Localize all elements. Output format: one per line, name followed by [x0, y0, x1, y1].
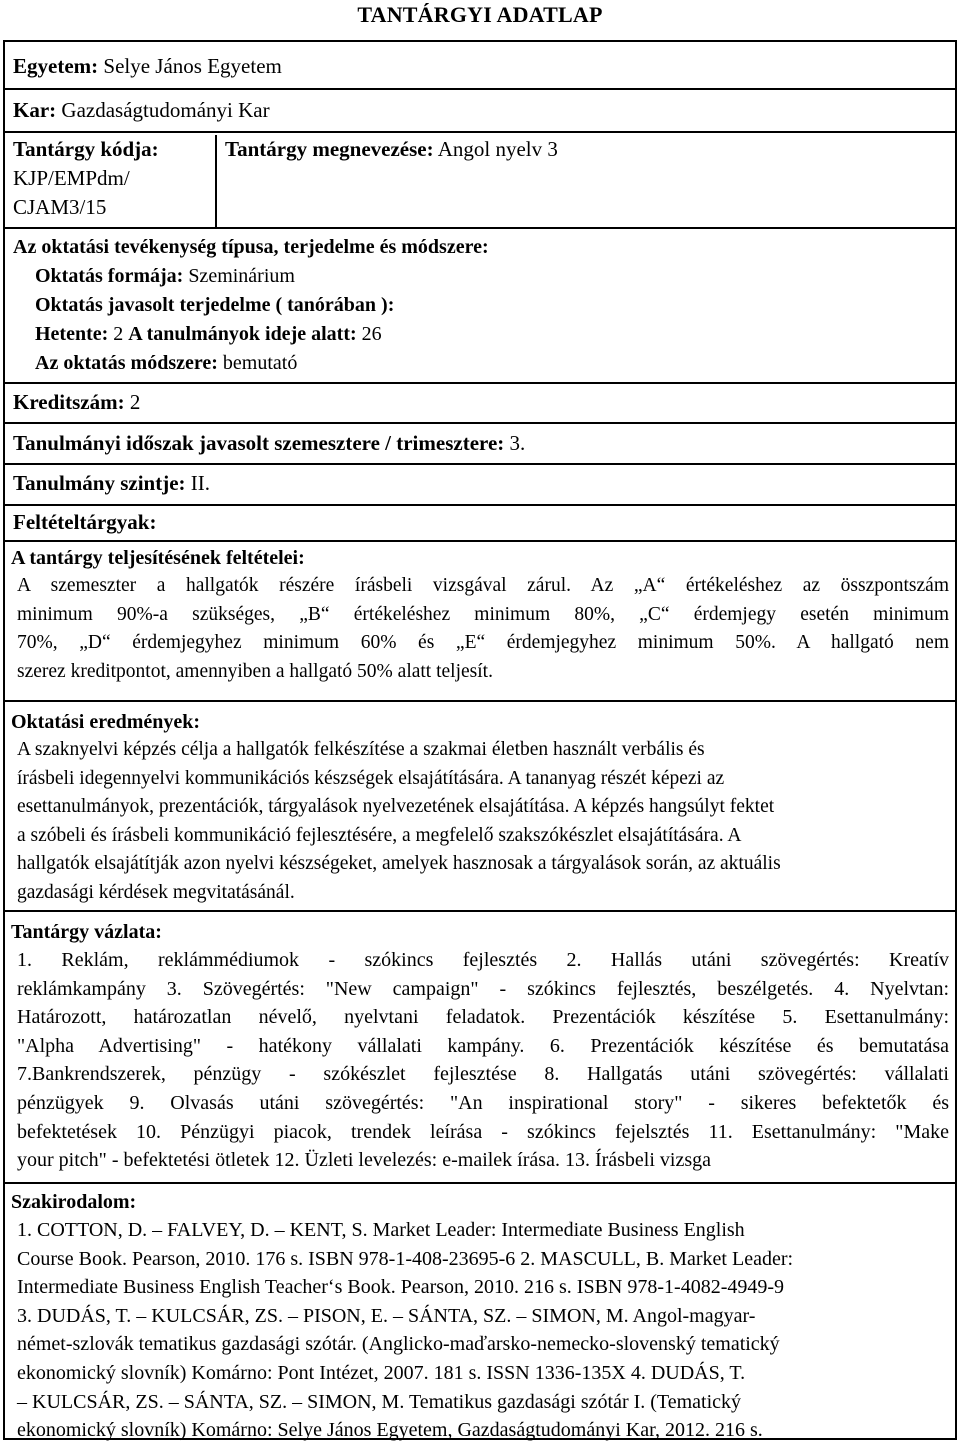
- semester-label: Tanulmányi időszak javasolt szemesztere / trimesztere:: [13, 431, 505, 455]
- literature-line: Intermediate Business English Teacher‘s Book. Pearson, 2010. 216 s. ISBN 978-1-4082-4949-9: [17, 1276, 785, 1299]
- outline-line: 7.Bankrendszerek, pénzügy - szókészlet fejlesztése 8. Hallgatás utáni szövegértés: vállalati: [17, 1063, 949, 1086]
- faculty-label: Kar:: [13, 98, 57, 122]
- literature-line: ekonomický slovník) Komárno: Pont Intézet, 2007. 181 s. ISSN 1336-135X 4. DUDÁS, T.: [17, 1361, 746, 1384]
- literature-line: ekonomický slovník) Komárno: Selye János Egyetem, Gazdaságtudományi Kar, 2012. 216 s.: [17, 1419, 763, 1442]
- teaching-total-value: 26: [361, 323, 382, 345]
- teaching-total-label: A tanulmányok ideje alatt:: [128, 323, 357, 345]
- literature-line: német-szlovák tematikus gazdasági szótár. (Anglicko-maďarsko-nemecko-slovenský tematický: [17, 1333, 780, 1356]
- course-code-line1: KJP/EMPdm/: [13, 166, 130, 190]
- faculty-row: [5, 90, 955, 133]
- outline-label: Tantárgy vázlata:: [11, 921, 162, 943]
- course-code-name-row: [5, 133, 955, 229]
- outline-line: reklámkampány 3. Szövegértés: "New campaign" - szókincs fejlesztés, beszélgetés. 4. Nyelvtan:: [17, 977, 949, 1000]
- teaching-weekly-label: Hetente:: [35, 323, 109, 345]
- teaching-weekly-value: 2: [113, 323, 124, 345]
- level-value: II.: [190, 471, 211, 495]
- university-value: Selye János Egyetem: [103, 54, 282, 78]
- outline-line: "Alpha Advertising" - hatékony vállalati kampány. 6. Prezentációk készítése és bemutatása: [17, 1034, 949, 1057]
- outline-text: [11, 946, 949, 1175]
- credits-label: Kreditszám:: [13, 390, 125, 414]
- outcomes-line: a szóbeli és írásbeli kommunikáció fejlesztésére, a megfelelő szakszókészlet elsajátítására. A: [17, 824, 742, 846]
- faculty-value: Gazdaságtudományi Kar: [61, 98, 270, 122]
- course-code-line2: CJAM3/15: [13, 195, 107, 219]
- outline-line: your pitch" - befektetési ötletek 12. Üzleti levelezés: e-mailek írása. 13. Írásbeli vizsga: [17, 1149, 712, 1172]
- course-name-value: Angol nyelv 3: [437, 137, 558, 161]
- literature-text: [11, 1216, 949, 1445]
- university-row: [5, 42, 955, 90]
- conditions-label: A tantárgy teljesítésének feltételei:: [11, 547, 305, 569]
- outcomes-row: [5, 702, 955, 912]
- conditions-line: A szemeszter a hallgatók részére írásbeli vizsgával zárul. Az „A“ értékeléshez az összpontszám: [17, 575, 949, 596]
- prerequisites-row: [5, 506, 955, 542]
- semester-row: [5, 424, 955, 465]
- credits-value: 2: [129, 390, 141, 414]
- outcomes-line: A szaknyelvi képzés célja a hallgatók felkészítése a szakmai életben használt verbális és: [17, 739, 705, 760]
- course-name-cell: [217, 135, 566, 164]
- literature-line: Course Book. Pearson, 2010. 176 s. ISBN 978-1-408-23695-6 2. MASCULL, B. Market Leader:: [17, 1247, 794, 1270]
- conditions-line: 70%, „D“ érdemjegyhez minimum 60% és „E“ érdemjegyhez minimum 50%. A hallgató nem: [17, 632, 949, 654]
- outcomes-text: [11, 736, 949, 908]
- course-name-label: Tantárgy megnevezése:: [225, 137, 434, 161]
- outline-line: pénzügyek 9. Olvasás utáni szövegértés: "An inspirational story" - sikeres befektetők és: [17, 1091, 949, 1114]
- course-datasheet-table: [3, 40, 957, 1440]
- conditions-text: [11, 572, 949, 686]
- credits-row: [5, 384, 955, 424]
- outline-line: 1. Reklám, reklámmédiumok - szókincs fejlesztés 2. Hallás utáni szövegértés: Kreatív: [17, 949, 949, 971]
- teaching-method-value: bemutató: [222, 352, 298, 374]
- outline-line: befektetések 10. Pénzügyi piacok, trendek leírása - szókincs fejelsztés 11. Esettanulmány: "Make: [17, 1120, 949, 1143]
- outcomes-line: hallgatók elsajátítják azon nyelvi készségeket, amelyek hasznosak a tárgyalások során, az aktuális: [17, 853, 781, 875]
- university-label: Egyetem:: [13, 54, 99, 78]
- level-row: [5, 465, 955, 506]
- literature-line: – KULCSÁR, ZS. – SÁNTA, SZ. – SIMON, M. Tematikus gazdasági szótár I. (Tematický: [17, 1390, 742, 1413]
- teaching-scope-label: Oktatás javasolt terjedelme ( tanórában ):: [35, 294, 395, 316]
- conditions-line: szerez kreditpontot, amennyiben a hallgató 50% alatt teljesít.: [17, 660, 493, 682]
- semester-value: 3.: [509, 431, 526, 455]
- literature-line: 1. COTTON, D. – FALVEY, D. – KENT, S. Market Leader: Intermediate Business English: [17, 1219, 745, 1241]
- conditions-line: minimum 90%-a szükséges, „B“ értékeléshez minimum 80%, „C“ érdemjegy esetén minimum: [17, 603, 949, 625]
- outcomes-label: Oktatási eredmények:: [11, 711, 201, 733]
- teaching-activity-row: [5, 229, 955, 384]
- conditions-row: [5, 542, 955, 702]
- outline-row: [5, 912, 955, 1184]
- teaching-form-label: Oktatás formája:: [35, 265, 184, 287]
- document-title: TANTÁRGYI ADATLAP: [357, 2, 603, 27]
- teaching-method-label: Az oktatás módszere:: [35, 352, 218, 374]
- literature-label: Szakirodalom:: [11, 1191, 137, 1213]
- outcomes-line: gazdasági kérdések megvitatásánál.: [17, 881, 295, 903]
- teaching-heading: Az oktatási tevékenység típusa, terjedelme és módszere:: [13, 236, 489, 258]
- teaching-form-value: Szeminárium: [188, 265, 295, 287]
- literature-row: [5, 1184, 955, 1442]
- level-label: Tanulmány szintje:: [13, 471, 186, 495]
- outline-line: Határozott, határozatlan névelő, nyelvtani feladatok. Prezentációk készítése 5. Esettanulmány:: [17, 1006, 949, 1029]
- outcomes-line: írásbeli idegennyelvi kommunikációs készségek elsajátítására. A tananyag részét képezi az: [17, 767, 725, 789]
- outcomes-line: esettanulmányok, prezentációk, tárgyalások nyelvezetének elsajátítása. A képzés hangsúlyt fektet: [17, 796, 775, 818]
- course-code-cell: [5, 135, 217, 227]
- course-code-label: Tantárgy kódja:: [13, 137, 159, 161]
- literature-line: 3. DUDÁS, T. – KULCSÁR, ZS. – PISON, E. – SÁNTA, SZ. – SIMON, M. Angol-magyar-: [17, 1304, 756, 1327]
- prerequisites-label: Feltételtárgyak:: [13, 510, 157, 534]
